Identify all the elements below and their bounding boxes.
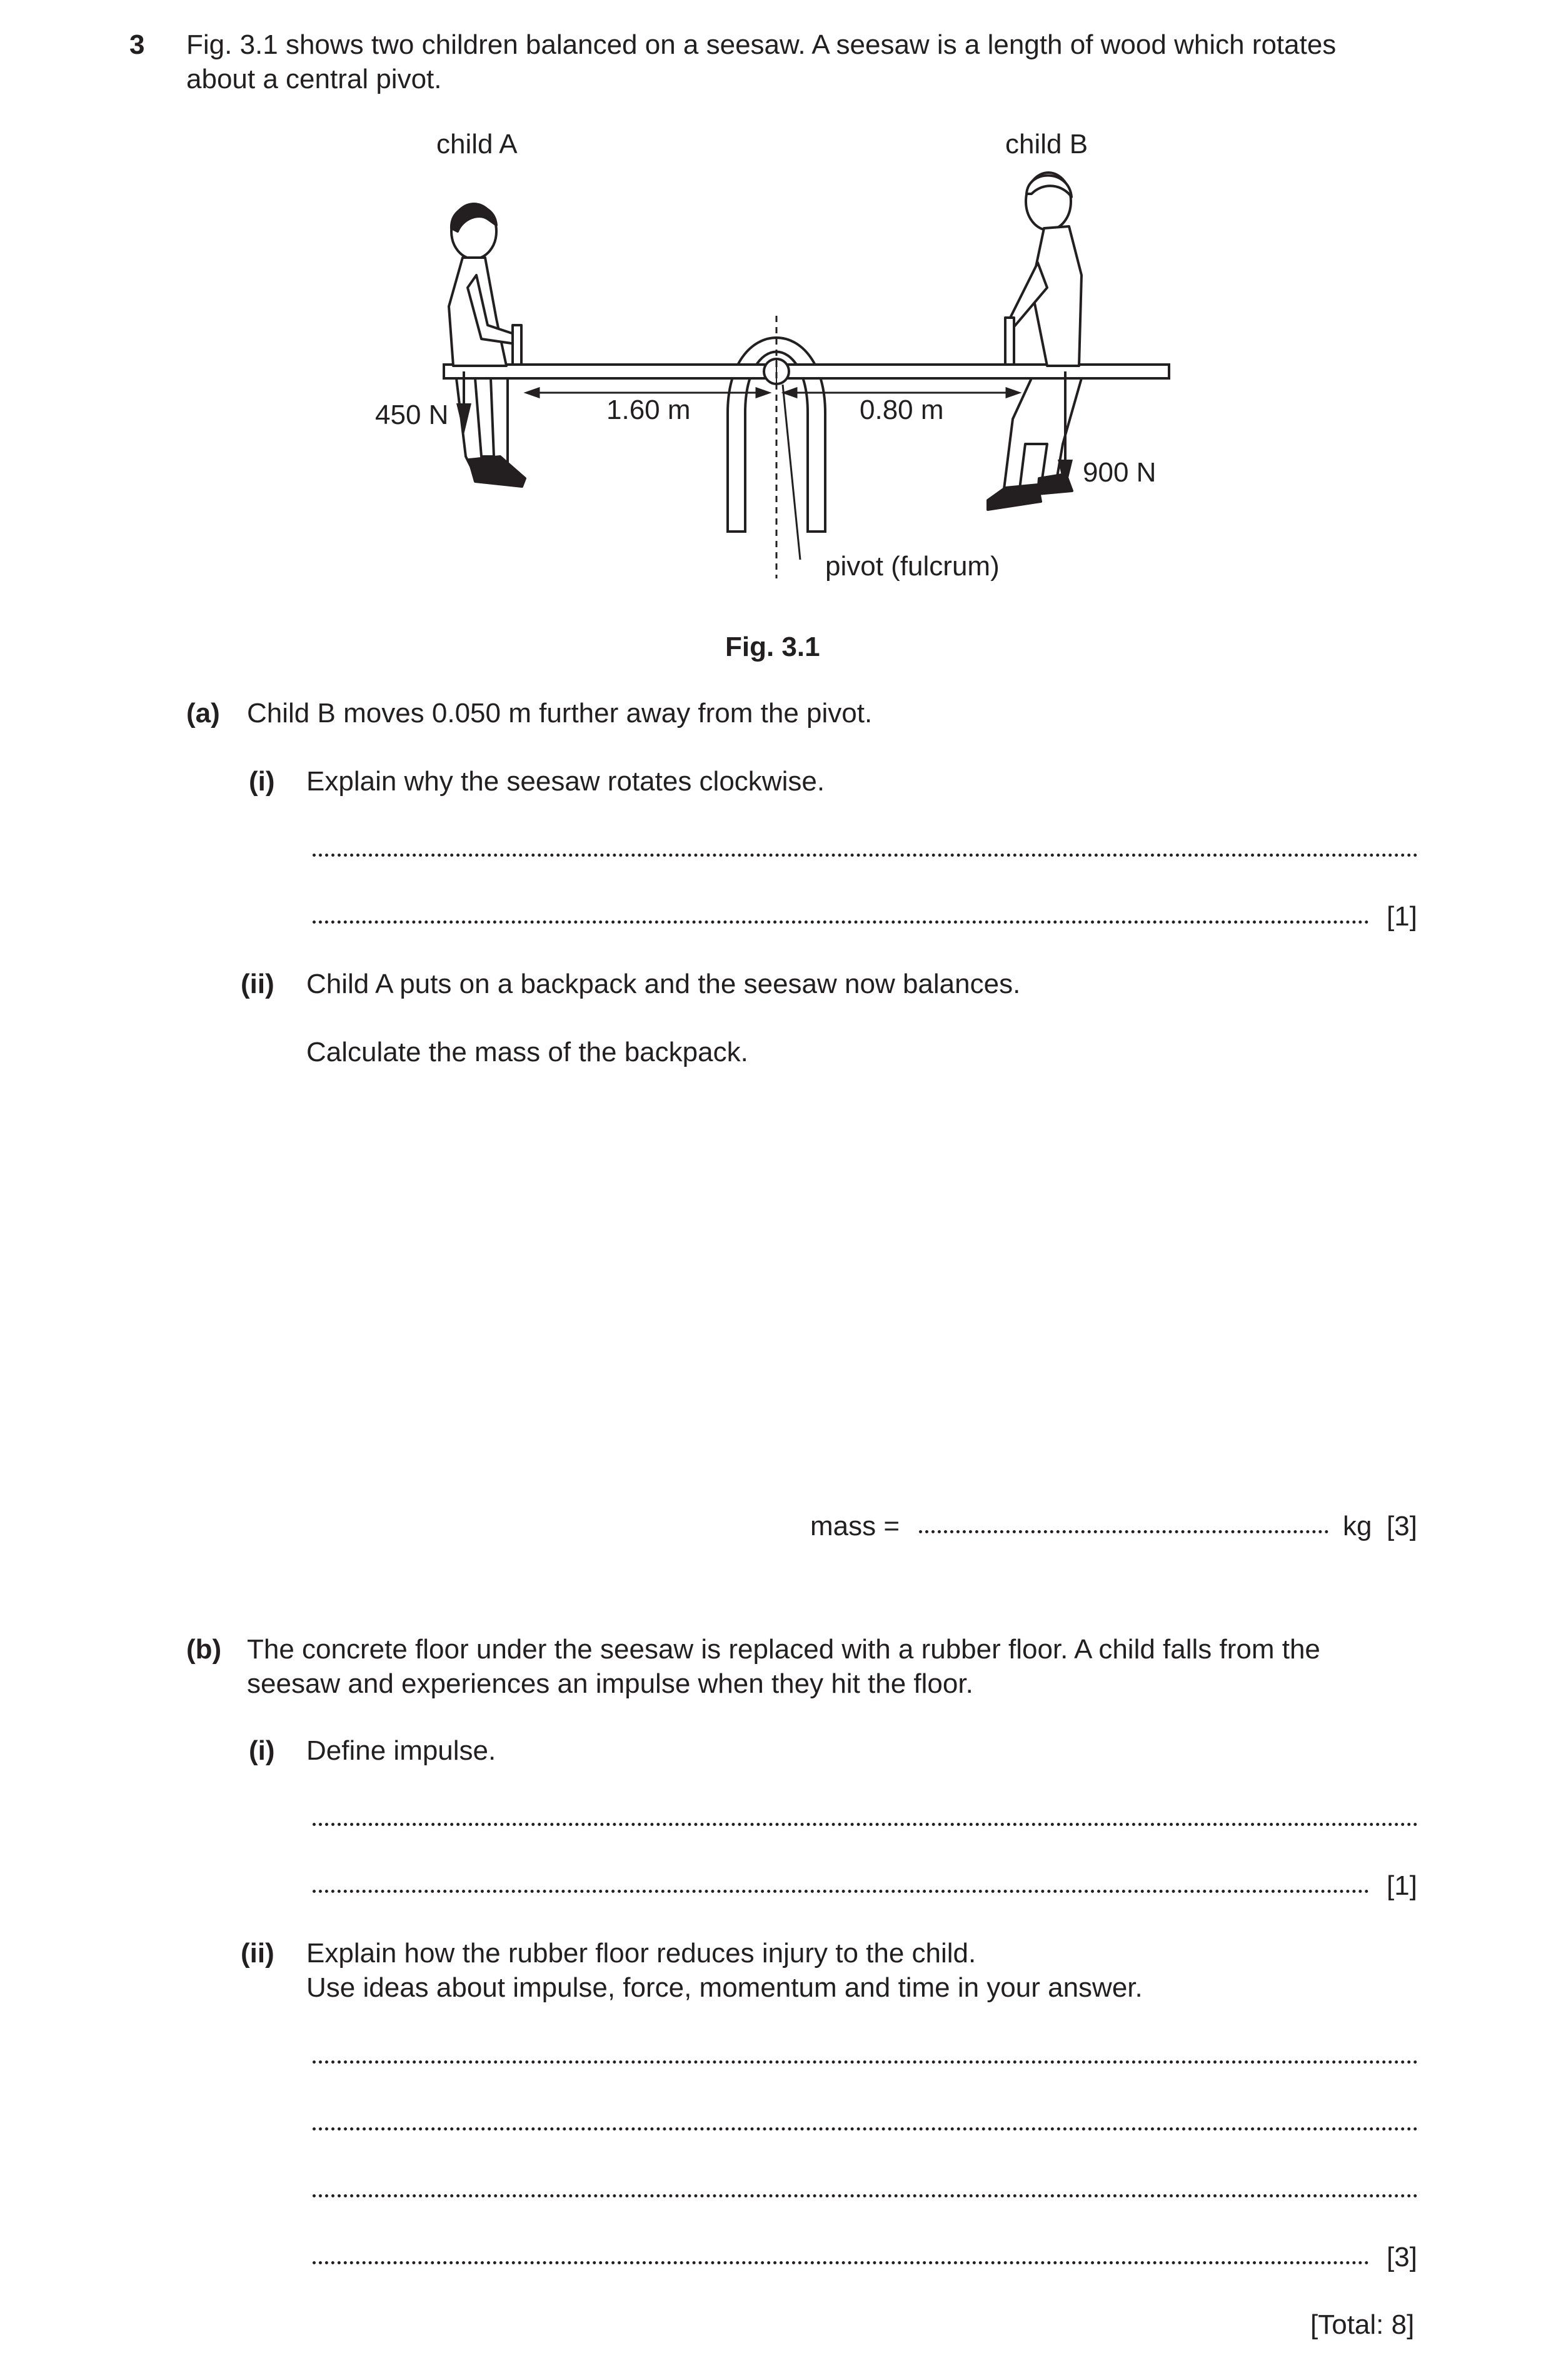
part-b-ii-text2: Use ideas about impulse, force, momentum and time in your answer. (306, 1972, 1143, 2003)
distance-b-label: 0.80 m (860, 395, 944, 425)
part-a-ii-label: (ii) (241, 969, 274, 999)
part-b-text-line2: seesaw and experiences an impulse when they hit the floor. (247, 1668, 973, 1699)
mass-answer-label: mass = (810, 1511, 900, 1541)
answer-line[interactable] (313, 2261, 1369, 2264)
answer-line[interactable] (313, 1890, 1369, 1893)
child-b-figure (988, 173, 1082, 510)
child-a-label: child A (436, 129, 518, 159)
answer-line[interactable] (313, 1823, 1418, 1826)
total-marks: [Total: 8] (1310, 2309, 1415, 2340)
answer-line[interactable] (313, 2127, 1418, 2130)
question-number: 3 (129, 29, 145, 60)
part-b-ii-marks: [3] (1387, 2242, 1417, 2272)
part-a-label: (a) (186, 698, 220, 729)
part-b-i-text: Define impulse. (306, 1735, 496, 1766)
child-b-label: child B (1005, 129, 1088, 159)
part-a-ii-text1: Child A puts on a backpack and the seesaw now balances. (306, 969, 1021, 999)
figure-caption: Fig. 3.1 (725, 632, 820, 662)
force-a-label: 450 N (375, 400, 449, 430)
question-intro-line1: Fig. 3.1 shows two children balanced on a seesaw. A seesaw is a length of wood which rotates (186, 29, 1337, 60)
part-b-text-line1: The concrete floor under the seesaw is replaced with a rubber floor. A child falls from the (247, 1634, 1320, 1665)
part-a-i-marks: [1] (1387, 901, 1417, 932)
part-b-ii-label: (ii) (241, 1938, 274, 1969)
seesaw-figure (363, 119, 1188, 594)
part-b-i-marks: [1] (1387, 1870, 1417, 1901)
answer-line[interactable] (313, 2194, 1418, 2197)
question-intro-line2: about a central pivot. (186, 64, 442, 94)
part-b-i-label: (i) (249, 1735, 275, 1766)
mass-answer-unit: kg (1343, 1511, 1372, 1541)
answer-line[interactable] (313, 854, 1418, 857)
part-a-i-text: Explain why the seesaw rotates clockwise. (306, 766, 825, 797)
part-a-ii-text2: Calculate the mass of the backpack. (306, 1037, 748, 1067)
part-a-i-label: (i) (249, 766, 275, 797)
child-a-figure (449, 204, 525, 487)
force-b-label: 900 N (1083, 457, 1157, 488)
pivot-label: pivot (fulcrum) (825, 551, 1000, 582)
distance-a-label: 1.60 m (606, 395, 691, 425)
part-a-text: Child B moves 0.050 m further away from the pivot. (247, 698, 873, 729)
mass-answer-line[interactable] (919, 1530, 1328, 1533)
part-a-ii-marks: [3] (1387, 1511, 1417, 1541)
part-b-ii-text1: Explain how the rubber floor reduces injury to the child. (306, 1938, 976, 1969)
answer-line[interactable] (313, 2060, 1418, 2064)
answer-line[interactable] (313, 920, 1369, 924)
part-b-label: (b) (186, 1634, 222, 1665)
